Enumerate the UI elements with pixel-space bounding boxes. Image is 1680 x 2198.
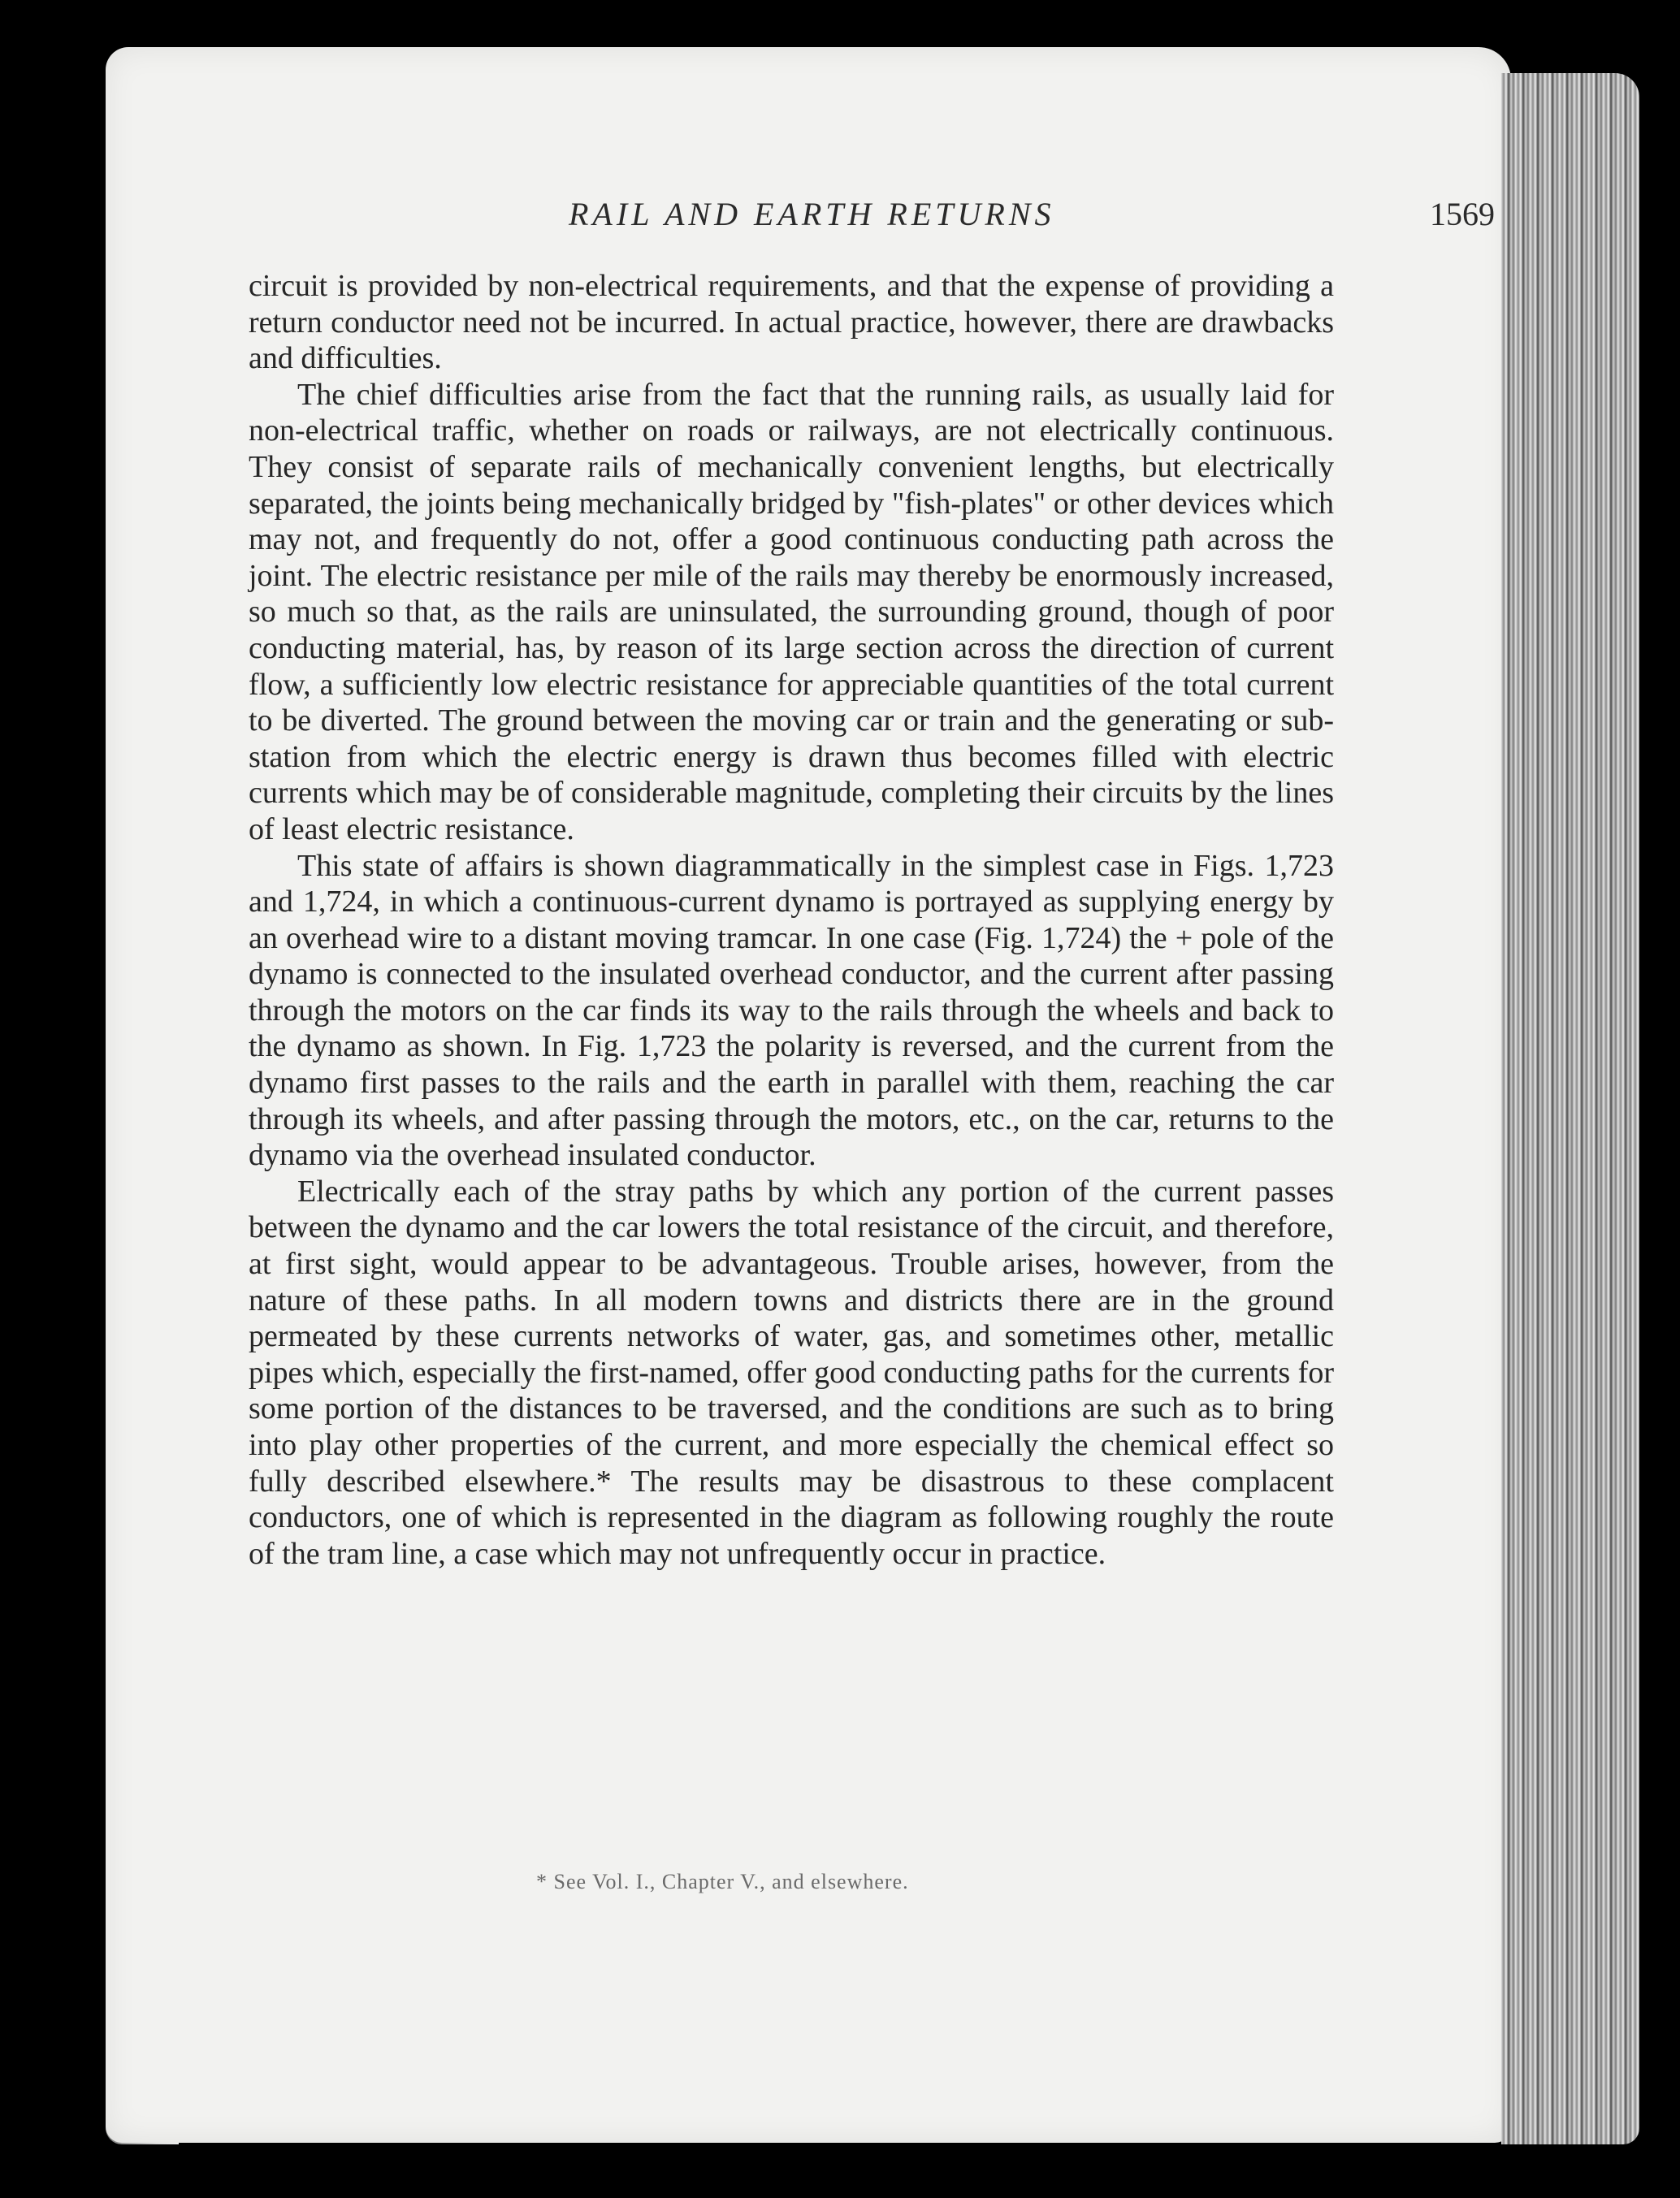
paragraph-1: circuit is provided by non-electrical requirements, and that the expense of providing a return conductor need not be incurred. In actual practice, however, there are drawbacks and difficulties. bbox=[249, 269, 1334, 376]
page-number: 1569 bbox=[1430, 196, 1495, 232]
paragraph-2: The chief difficulties arise from the fact that the running rails, as usually laid for non-electrical traffic, whether on roads or railways, are not electrically continuous. They consist of separate rails of mechanically convenient lengths, but electrically separated, the joints being mechanically bridged by "fish-plates" or other devices which may not, and frequently do not, offer a good continuous conducting path across the joint. The electric resistance per mile of the rails may thereby be enormously increased, so much so that, as the rails are uninsulated, the surrounding ground, though of poor conducting material, has, by reason of its large section across the direction of current flow, a sufficiently low electric resistance for appreciable quantities of the total current to be diverted. The ground between the moving car or train and the generating or sub-station from which the electric energy is drawn thus becomes filled with electric currents which may be of considerable magnitude, completing their circuits by the lines of least electric resistance. bbox=[249, 377, 1334, 846]
book-page-edges bbox=[1501, 73, 1639, 2144]
footnote: * See Vol. I., Chapter V., and elsewhere. bbox=[536, 1870, 909, 1893]
paragraph-4: Electrically each of the stray paths by which any portion of the current passes between the dynamo and the car lowers the total resistance of the circuit, and therefore, at first sight, would appear to be advantageous. Trouble arises, however, from the nature of these paths. In all modern towns and districts there are in the ground permeated by these currents networks of water, gas, and sometimes other, metallic pipes which, especially the first-named, offer good conducting paths for the currents for some portion of the distances to be traversed, and the conditions are such as to bring into play other properties of the current, and more especially the chemical effect so fully described elsewhere.* The results may be disastrous to these complacent conductors, one of which is represented in the diagram as following roughly the route of the tram line, a case which may not unfrequently occur in practice. bbox=[249, 1174, 1334, 1571]
body-text bbox=[249, 268, 1334, 1572]
paragraph-3: This state of affairs is shown diagrammatically in the simplest case in Figs. 1,723 and 1,724, in which a continuous-current dynamo is portrayed as supplying energy by an overhead wire to a distant moving tramcar. In one case (Fig. 1,724) the + pole of the dynamo is connected to the insulated overhead conductor, and the current after passing through the motors on the car finds its way to the rails through the wheels and back to the dynamo as shown. In Fig. 1,723 the polarity is reversed, and the current from the dynamo first passes to the rails and the earth in parallel with them, reaching the car through its wheels, and after passing through the motors, etc., on the car, returns to the dynamo via the overhead insulated conductor. bbox=[249, 848, 1334, 1173]
running-head: RAIL AND EARTH RETURNS bbox=[569, 196, 1055, 232]
